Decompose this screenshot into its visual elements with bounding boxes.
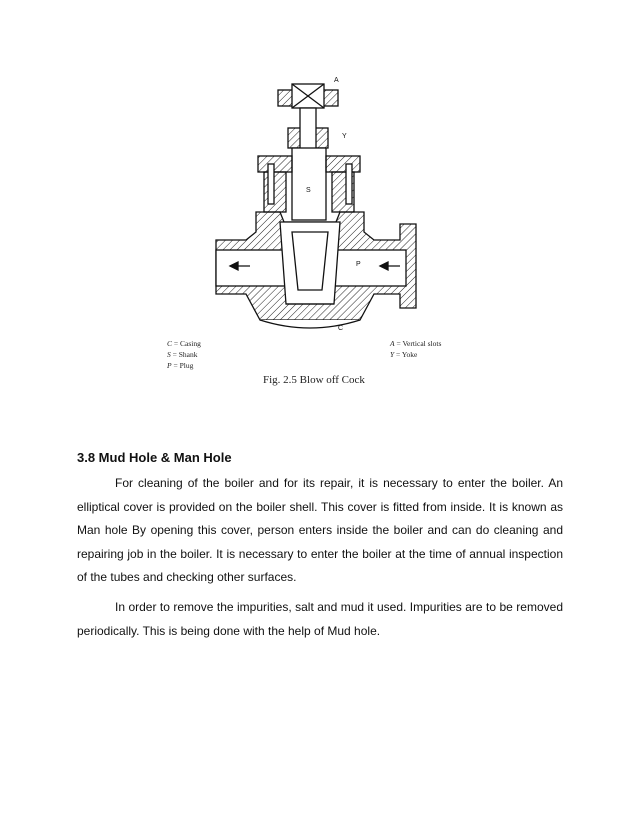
label-p: P xyxy=(356,261,361,268)
label-c: C xyxy=(338,325,344,332)
legend-item: Y = Yoke xyxy=(390,350,418,359)
section-heading: 3.8 Mud Hole & Man Hole xyxy=(77,450,232,465)
paragraph: In order to remove the impurities, salt and mud it used. Impurities are to be removed periodically. This is being done with the help of Mud hole. xyxy=(77,600,563,638)
label-s: S xyxy=(306,187,311,194)
blow-off-cock-diagram xyxy=(160,72,460,332)
shank xyxy=(292,148,326,220)
paragraph: For cleaning of the boiler and for its repair, it is necessary to enter the boiler. An elliptical cover is provided on the boiler shell. This cover is fitted from inside. It is known as Man hole By opening this cover, person enters inside the boiler and can do cleaning and repairing job in the boiler. It is necessary to enter the boiler at the time of annual inspection of the tubes and checking other surfaces. xyxy=(77,476,563,584)
diagram-svg xyxy=(160,72,460,332)
label-a: A xyxy=(334,77,339,84)
legend-item: P = Plug xyxy=(167,361,194,370)
label-y: Y xyxy=(342,133,347,140)
legend-item: A = Vertical slots xyxy=(390,339,442,348)
figure-caption: Fig. 2.5 Blow off Cock xyxy=(263,374,365,386)
legend-item: C = Casing xyxy=(167,339,201,348)
legend-left xyxy=(167,338,201,371)
legend-right xyxy=(390,338,441,360)
legend-item: S = Shank xyxy=(167,350,198,359)
